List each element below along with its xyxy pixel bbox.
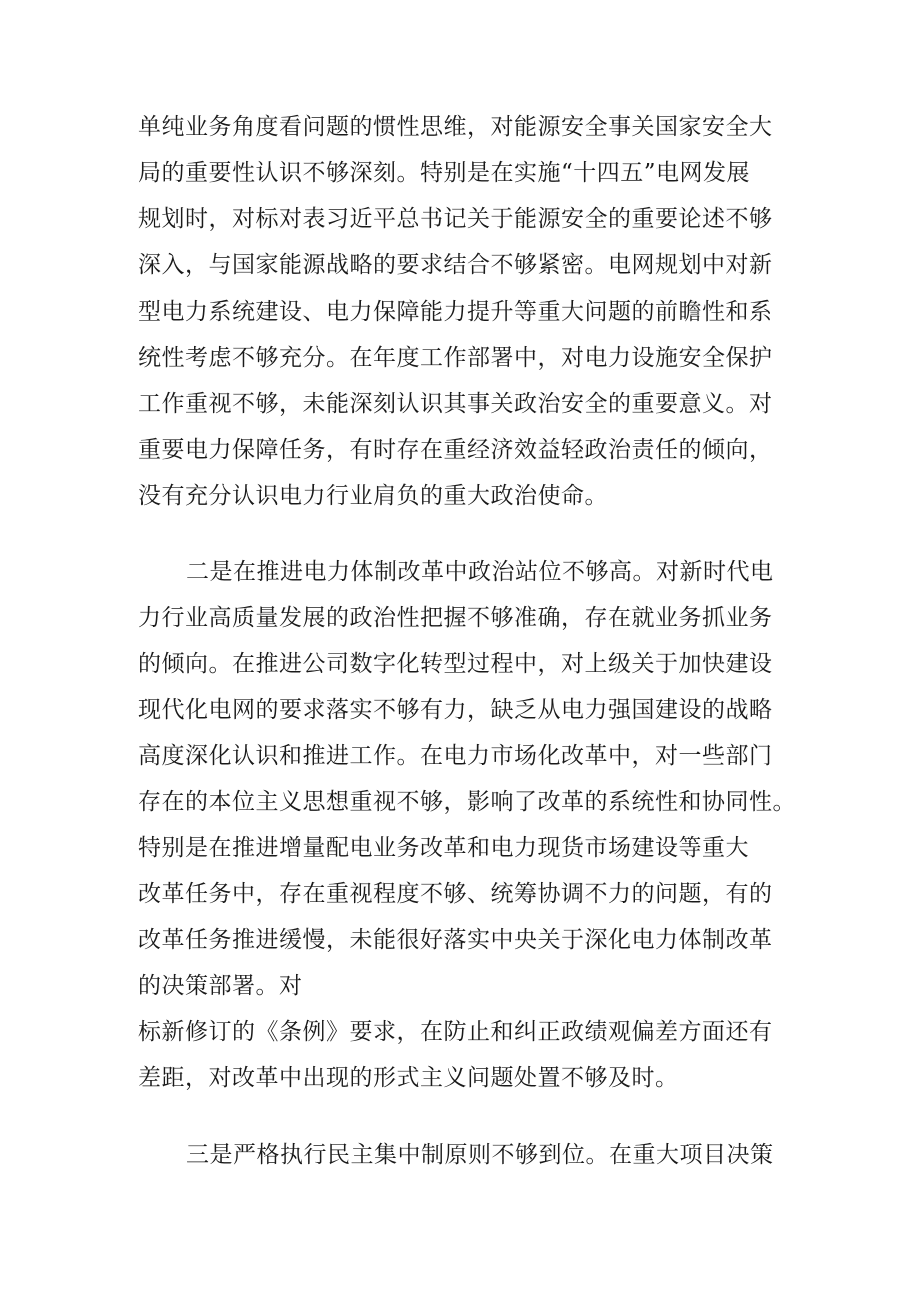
paragraph-2-line-11: 标新修订的《条例》要求，在防止和纠正政绩观偏差方面还有 [138, 1019, 773, 1045]
paragraph-2-line-5: 高度深化认识和推进工作。在电力市场化改革中，对一些部门 [138, 743, 773, 769]
paragraph-2-line-3: 的倾向。在推进公司数字化转型过程中，对上级关于加快建设 [138, 651, 773, 677]
paragraph-2-line-12: 差距，对改革中出现的形式主义问题处置不够及时。 [138, 1065, 679, 1091]
paragraph-2-line-9: 改革任务推进缓慢，未能很好落实中央关于深化电力体制改革 [138, 927, 773, 953]
paragraph-1-line-3: 规划时，对标对表习近平总书记关于能源安全的重要论述不够 [138, 206, 773, 232]
paragraph-1-line-9: 没有充分认识电力行业肩负的重大政治使命。 [138, 483, 608, 509]
paragraph-2-line-8: 改革任务中，存在重视程度不够、统筹协调不力的问题，有的 [138, 881, 773, 907]
paragraph-2-line-10: 的决策部署。对 [138, 973, 303, 999]
paragraph-2-line-1: 二是在推进电力体制改革中政治站位不够高。对新时代电 [186, 559, 774, 585]
paragraph-1-line-5: 型电力系统建设、电力保障能力提升等重大问题的前瞻性和系 [138, 299, 773, 325]
paragraph-2-line-6: 存在的本位主义思想重视不够，影响了改革的系统性和协同性。 [138, 789, 796, 815]
paragraph-2-line-4: 现代化电网的要求落实不够有力，缺乏从电力强国建设的战略 [138, 697, 773, 723]
paragraph-1-line-1: 单纯业务角度看问题的惯性思维，对能源安全事关国家安全大 [138, 114, 773, 140]
paragraph-1-line-8: 重要电力保障任务，有时存在重经济效益轻政治责任的倾向， [138, 437, 773, 463]
paragraph-1-line-7: 工作重视不够，未能深刻认识其事关政治安全的重要意义。对 [138, 391, 773, 417]
paragraph-1-line-4: 深入，与国家能源战略的要求结合不够紧密。电网规划中对新 [138, 252, 773, 278]
paragraph-1-line-2: 局的重要性认识不够深刻。特别是在实施“十四五”电网发展 [138, 160, 751, 186]
paragraph-1-line-6: 统性考虑不够充分。在年度工作部署中，对电力设施安全保护 [138, 345, 773, 371]
paragraph-2-line-7: 特别是在推进增量配电业务改革和电力现货市场建设等重大 [138, 835, 749, 861]
paragraph-2-line-2: 力行业高质量发展的政治性把握不够准确，存在就业务抓业务 [138, 605, 773, 631]
paragraph-3-line-1: 三是严格执行民主集中制原则不够到位。在重大项目决策 [186, 1142, 774, 1168]
